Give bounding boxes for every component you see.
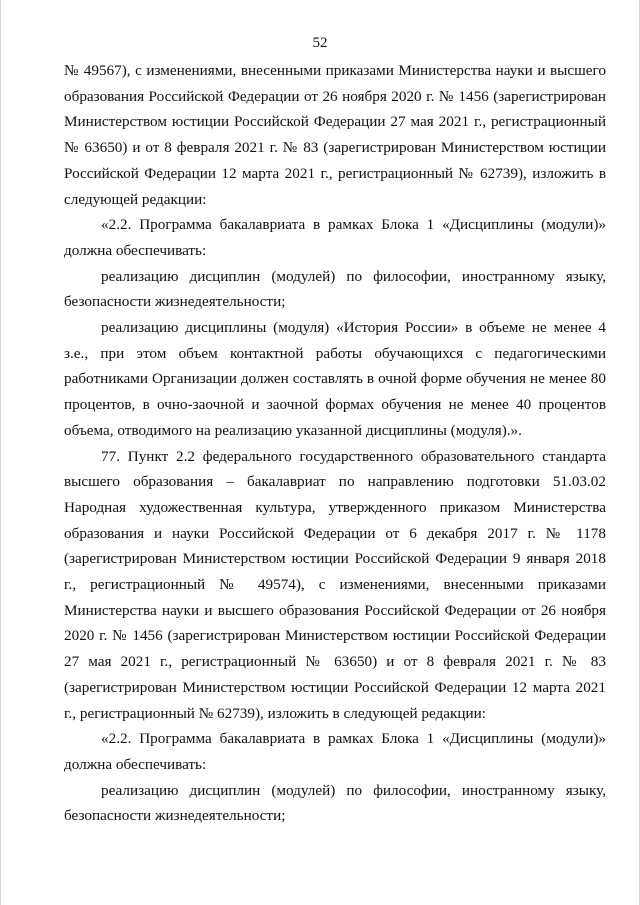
- paragraph-history-discipline: реализацию дисциплины (модуля) «История России» в объеме не менее 4 з.е., при этом объем контактной работы обучающихся с педагогическими работниками Организации должен составлять в очной форме обучения не менее 80 процентов, в очно-заочной и заочной формах обучения не менее 40 процентов объема, отводимого на реализацию указанной дисциплины (модуля).».: [64, 319, 606, 439]
- paragraph-continuation: № 49567), с изменениями, внесенными приказами Министерства науки и высшего образования Российской Федерации от 26 ноября 2020 г. № 1456 (зарегистрирован Министерством юстиции Российской Федерации 27 мая 2021 г., регистрационный № 63650) и от 8 февраля 2021 г. № 83 (зарегистрирован Министерством юстиции Российской Федерации 12 марта 2021 г., регистрационный № 62739), изложить в следующей редакции:: [64, 62, 606, 208]
- paragraph-disciplines-list: реализацию дисциплин (модулей) по философии, иностранному языку, безопасности жизнедеятельности;: [64, 267, 606, 311]
- page-number: 52: [312, 35, 328, 51]
- page-left-edge: [0, 0, 1, 905]
- paragraph-program-requirements-second: «2.2. Программа бакалавриата в рамках Блока 1 «Дисциплины (модули)» должна обеспечивать:: [64, 730, 606, 773]
- paragraph-disciplines-list-second: реализацию дисциплин (модулей) по философии, иностранному языку, безопасности жизнедеятельности;: [64, 781, 606, 825]
- document-body: [64, 58, 606, 829]
- paragraph-program-requirements: «2.2. Программа бакалавриата в рамках Блока 1 «Дисциплины (модули)» должна обеспечивать:: [64, 216, 606, 259]
- paragraph-item-77: 77. Пункт 2.2 федерального государственного образовательного стандарта высшего образования – бакалавриат по направлению подготовки 51.03.02 Народная художественная культура, утвержденного приказом Министерства образования и науки Российской Федерации от 6 декабря 2017 г. № 1178 (зарегистрирован Министерством юстиции Российской Федерации 9 января 2018 г., регистрационный № 49574), с изменениями, внесенными приказами Министерства науки и высшего образования Российской Федерации от 26 ноября 2020 г. № 1456 (зарегистрирован Министерством юстиции Российской Федерации 27 мая 2021 г., регистрационный № 63650) и от 8 февраля 2021 г. № 83 (зарегистрирован Министерством юстиции Российской Федерации 12 марта 2021 г., регистрационный № 62739), изложить в следующей редакции:: [64, 447, 606, 722]
